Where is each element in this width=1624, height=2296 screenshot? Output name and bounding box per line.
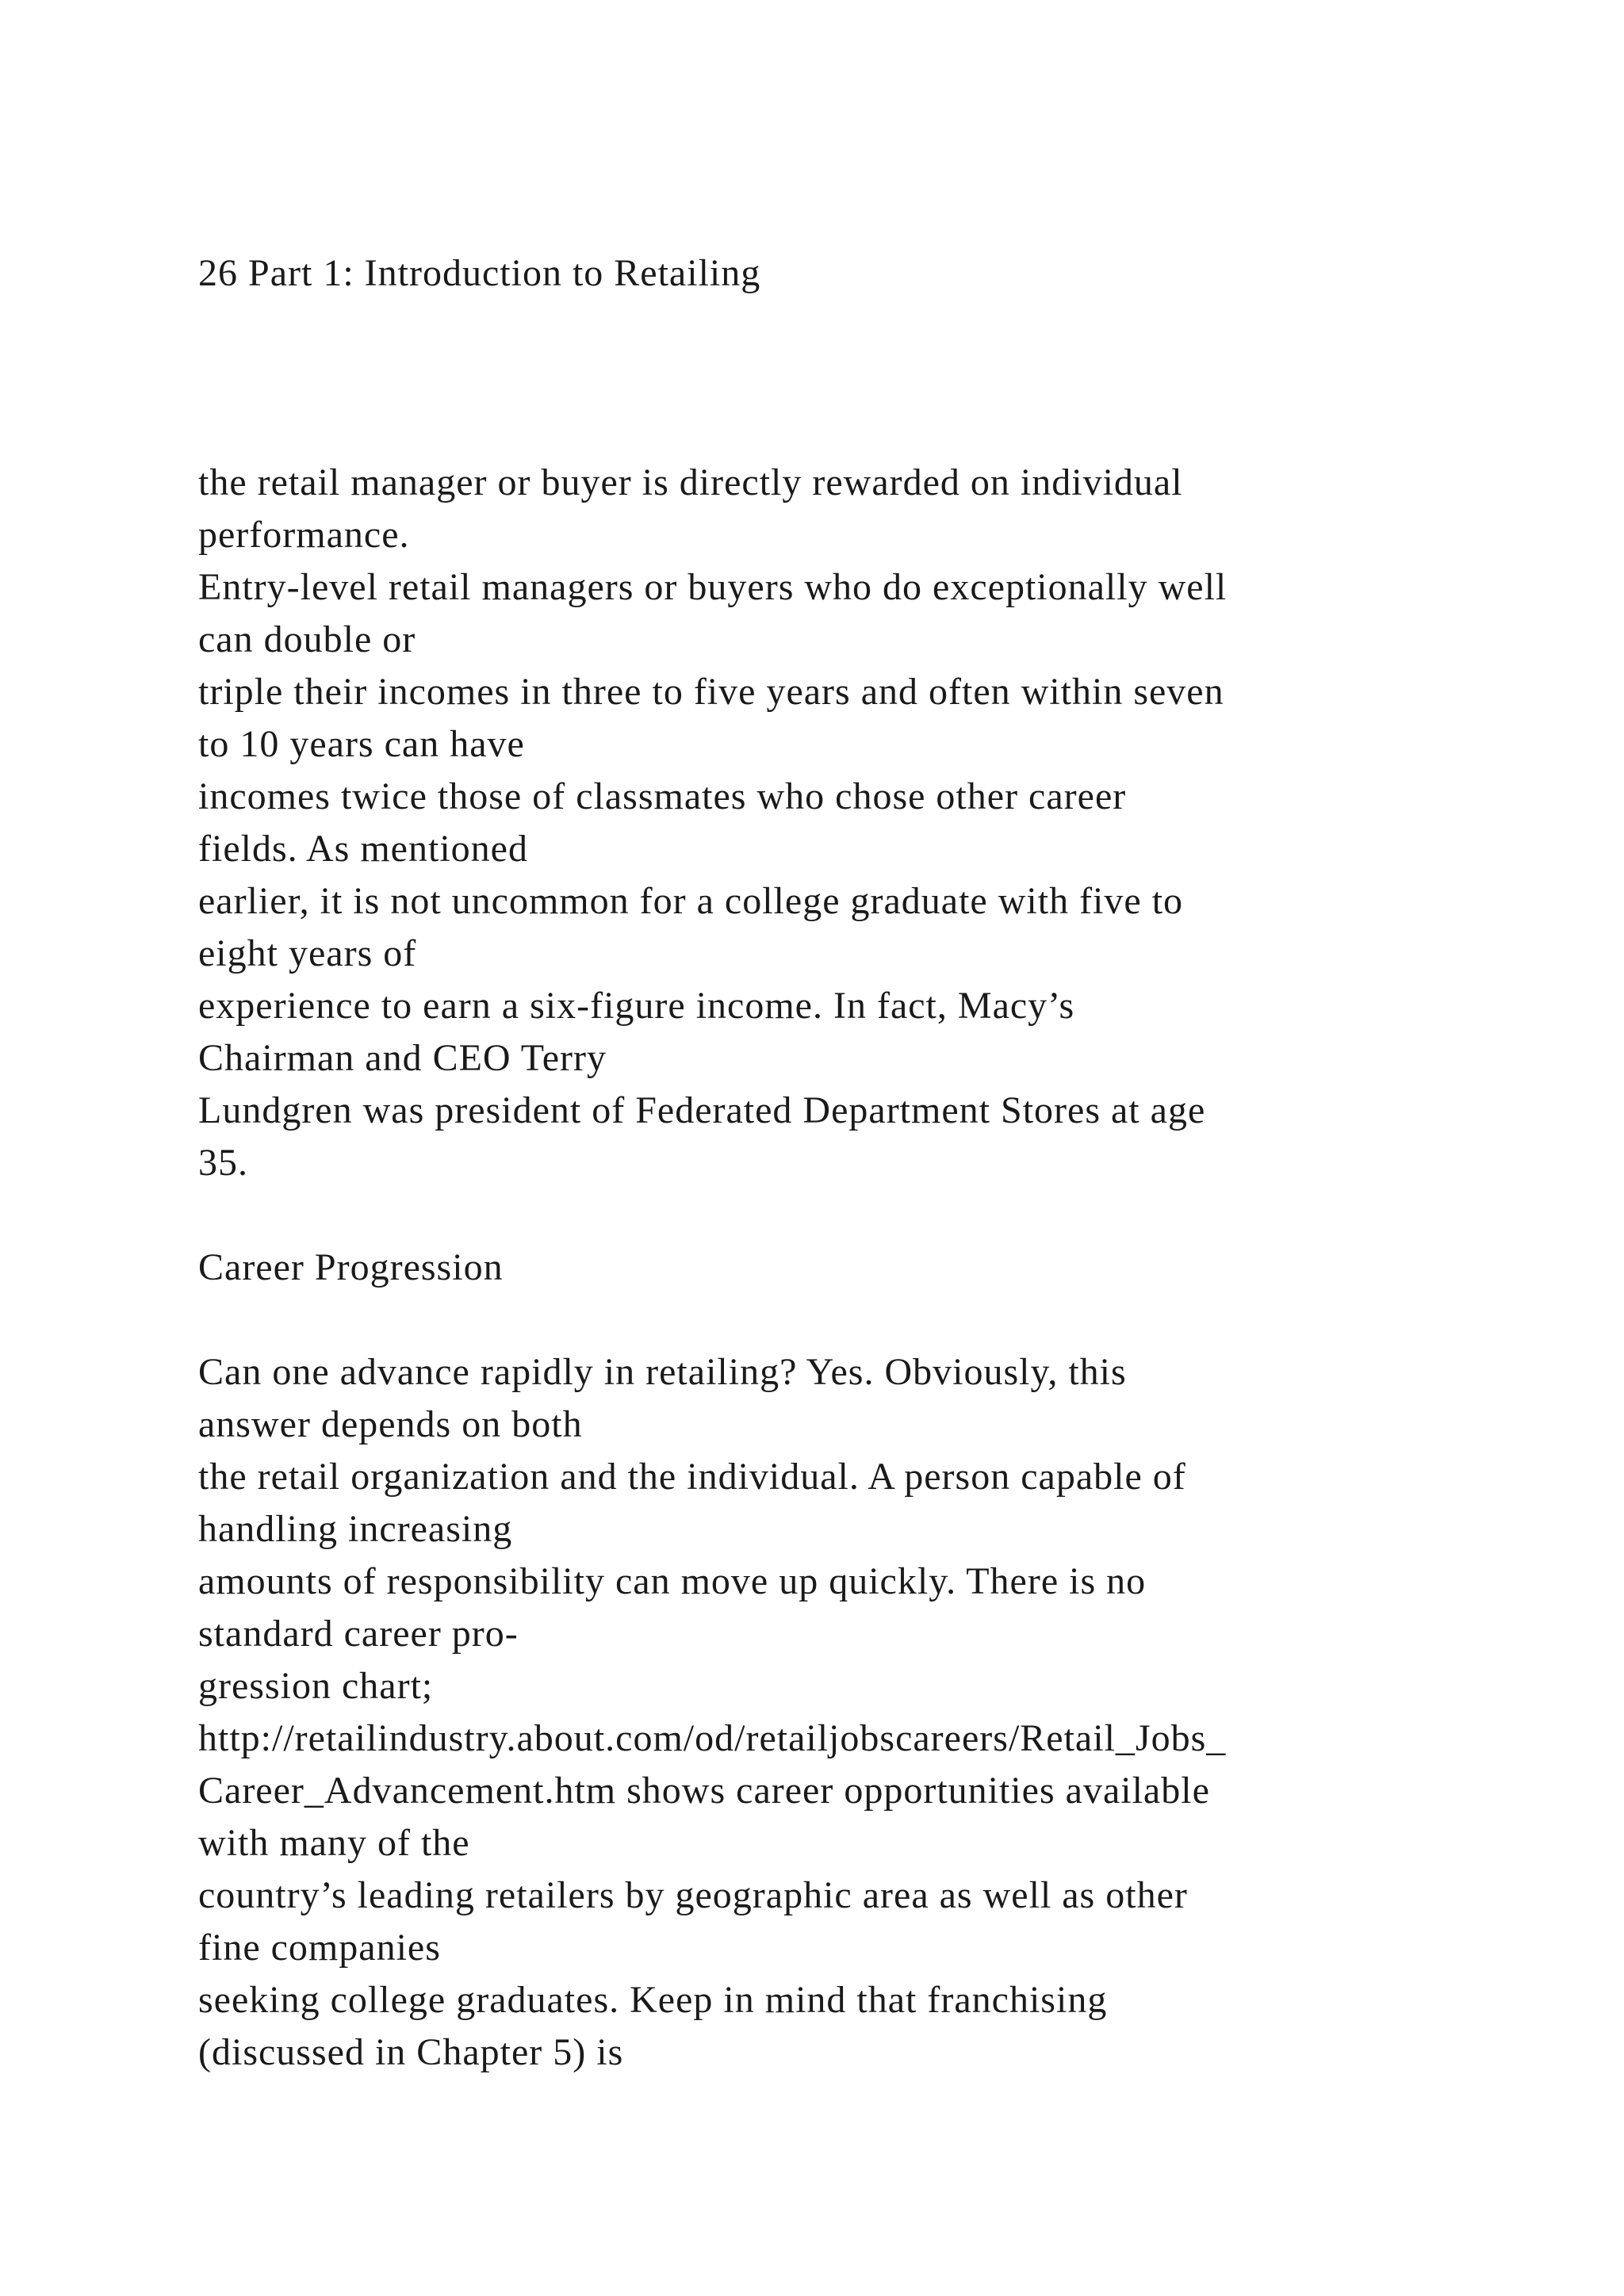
text-line: fine companies xyxy=(198,1927,441,1969)
text-line: Chairman and CEO Terry xyxy=(198,1037,607,1079)
spacer xyxy=(198,300,1546,457)
text-line: with many of the xyxy=(198,1822,470,1864)
text-line: earlier, it is not uncommon for a college graduate with five to xyxy=(198,880,1184,922)
text-line: amounts of responsibility can move up quickly. There is no xyxy=(198,1560,1147,1602)
text-line: Entry-level retail managers or buyers who do exceptionally well xyxy=(198,566,1228,608)
text-line: eight years of xyxy=(198,932,417,974)
text-line: Lundgren was president of Federated Department Stores at age xyxy=(198,1089,1206,1131)
text-line: gression chart; xyxy=(198,1665,434,1707)
running-head: 26 Part 1: Introduction to Retailing xyxy=(198,252,761,294)
text-line: answer depends on both xyxy=(198,1403,583,1445)
text-line: triple their incomes in three to five years and often within seven xyxy=(198,671,1224,713)
text-line: experience to earn a six-figure income. In fact, Macy’s xyxy=(198,985,1075,1027)
text-line: standard career pro- xyxy=(198,1613,519,1655)
paragraph-1 xyxy=(198,457,1546,1189)
text-line: the retail organization and the individual. A person capable of xyxy=(198,1456,1186,1498)
text-line: seeking college graduates. Keep in mind that franchising xyxy=(198,1979,1108,2021)
spacer xyxy=(198,1294,1546,1346)
text-line: fields. As mentioned xyxy=(198,828,528,870)
text-line: 35. xyxy=(198,1142,248,1184)
document-page xyxy=(198,247,1546,2079)
text-line: to 10 years can have xyxy=(198,723,525,765)
text-line: can double or xyxy=(198,618,416,660)
text-line: Career_Advancement.htm shows career opportunities available xyxy=(198,1770,1210,1812)
section-heading: Career Progression xyxy=(198,1246,504,1288)
text-line: Can one advance rapidly in retailing? Yes. Obviously, this xyxy=(198,1351,1127,1393)
paragraph-2 xyxy=(198,1346,1546,2079)
text-line: (discussed in Chapter 5) is xyxy=(198,2031,624,2073)
spacer xyxy=(198,1189,1546,1242)
url-line: http://retailindustry.about.com/od/retailjobscareers/Retail_Jobs_ xyxy=(198,1717,1227,1759)
text-line: incomes twice those of classmates who chose other career xyxy=(198,775,1127,817)
text-line: country’s leading retailers by geographic area as well as other xyxy=(198,1874,1188,1916)
text-line: handling increasing xyxy=(198,1508,513,1550)
text-line: performance. xyxy=(198,514,410,556)
text-line: the retail manager or buyer is directly rewarded on individual xyxy=(198,461,1183,503)
